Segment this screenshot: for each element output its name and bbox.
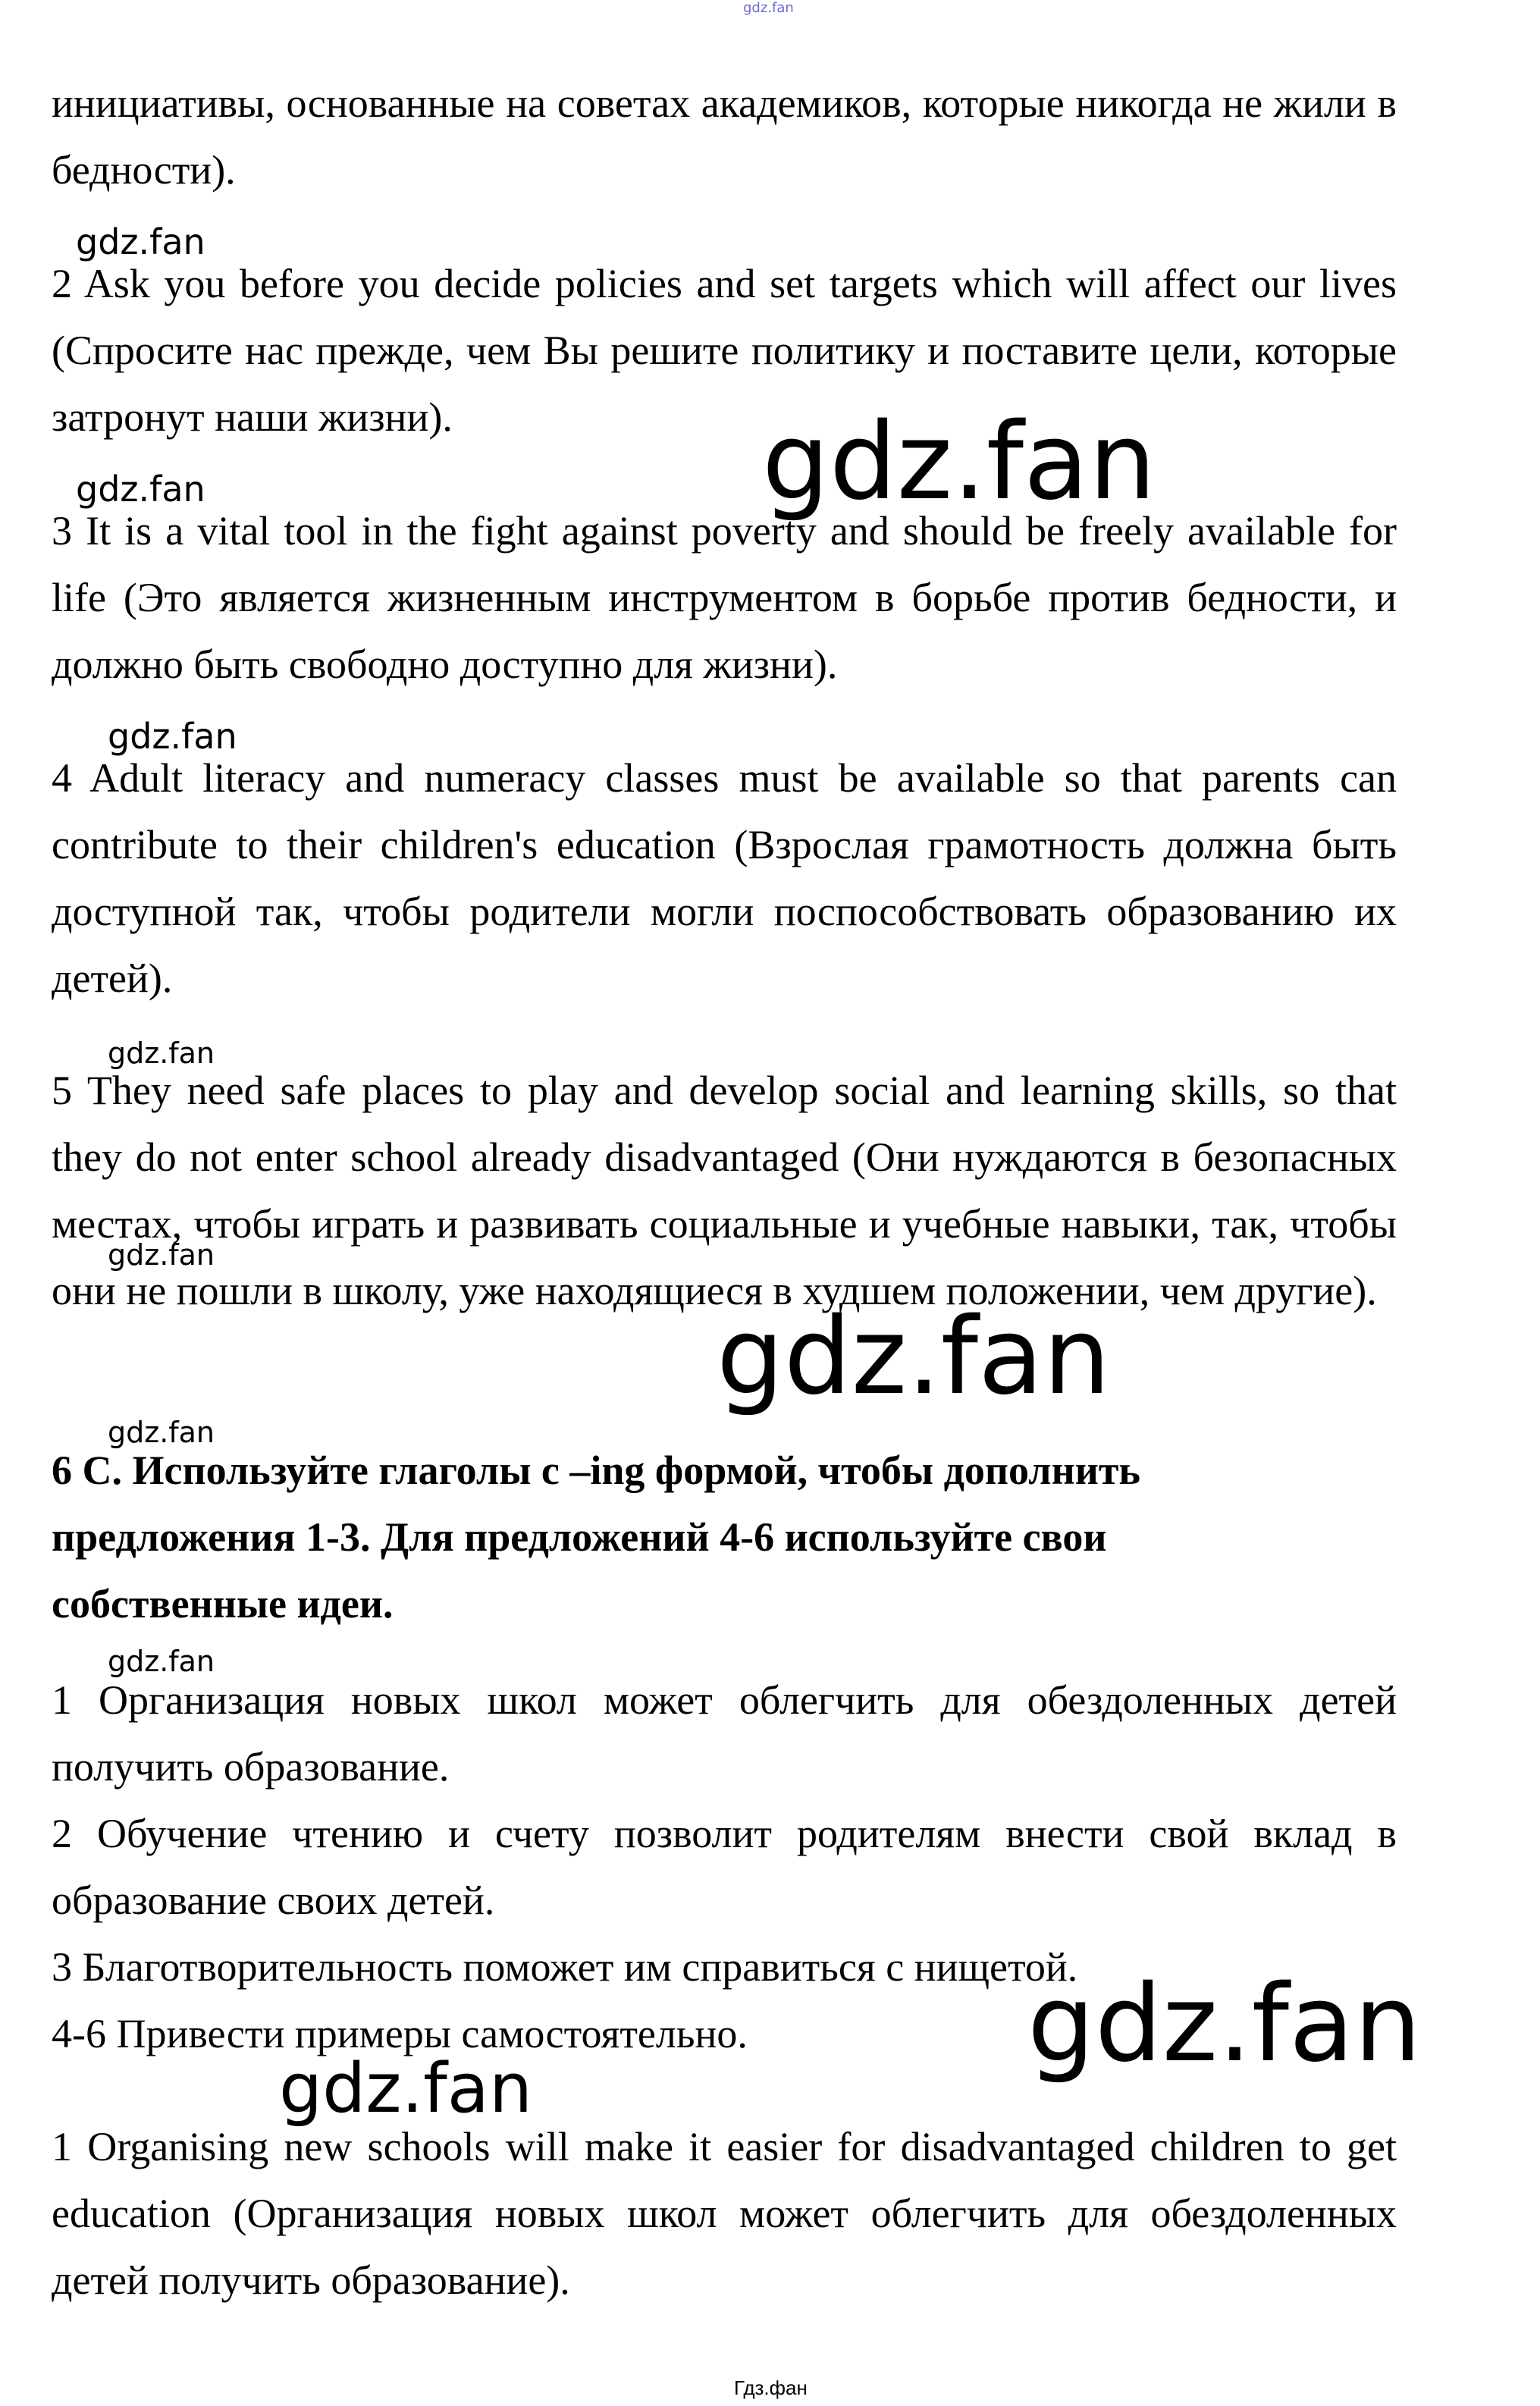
watermark-label: gdz.fan [108, 1238, 215, 1272]
paragraph-answer-2: 2 Ask you before you decide policies and set targets which will affect our lives (Спросите нас прежде, чем Вы решите политику и поставите цели, которые затронут наши жизни). [52, 261, 1397, 440]
watermark-label: gdz.fan [108, 1645, 215, 1678]
answer-ru-1: 1 Организация новых школ может облегчить для обездоленных детей получить образование. [52, 1677, 1397, 1790]
answer-en-1: 1 Organising new schools will make it easier for disadvantaged children to get education (Организация новых школ может облегчить для обездоленных детей получить образование). [52, 2124, 1397, 2303]
watermark-label: gdz.fan [108, 1037, 215, 1070]
watermark-label: gdz.fan [108, 716, 237, 757]
answer-ru-4-6: 4-6 Привести примеры самостоятельно. [52, 2011, 748, 2056]
footer-watermark: Гдз.фан [734, 2376, 808, 2399]
watermark-medium: gdz.fan [279, 2049, 532, 2128]
watermark-top: gdz.fan [743, 0, 794, 16]
paragraph-continuation: инициативы, основанные на советах академиков, которые никогда не жили в бедности). [52, 80, 1397, 193]
watermark-label: gdz.fan [76, 469, 205, 510]
exercise-heading: 6 C. Используйте глаголы с –ing формой, чтобы дополнить предложения 1-3. Для предложений 4-6 используйте свои собственные идеи. [52, 1448, 1140, 1626]
answer-ru-2: 2 Обучение чтению и счету позволит родителям внести свой вклад в образование своих детей. [52, 1811, 1397, 1923]
watermark-large: gdz.fan [717, 1295, 1111, 1419]
watermark-large: gdz.fan [762, 400, 1156, 524]
watermark-large: gdz.fan [1027, 1962, 1422, 2086]
answer-ru-3: 3 Благотворительность поможет им справиться с нищетой. [52, 1944, 1078, 1990]
watermark-label: gdz.fan [76, 221, 205, 262]
paragraph-answer-5: 5 They need safe places to play and develop social and learning skills, so that they do not enter school already disadvantaged (Они нуждаются в безопасных местах, чтобы играть и развивать социальные и учебные навыки, так, чтобы они не пошли в школу, уже находящиеся в худшем положении, чем другие). [52, 1068, 1397, 1313]
paragraph-answer-3: 3 It is a vital tool in the fight against poverty and should be freely available for life (Это является жизненным инструментом в борьбе против бедности, и должно быть свободно доступно для жизни). [52, 508, 1397, 687]
paragraph-answer-4: 4 Adult literacy and numeracy classes must be available so that parents can contribute to their children's education (Взрослая грамотность должна быть доступной так, чтобы родители могли поспособствовать образованию их детей). [52, 755, 1397, 1001]
watermark-label: gdz.fan [108, 1416, 215, 1449]
